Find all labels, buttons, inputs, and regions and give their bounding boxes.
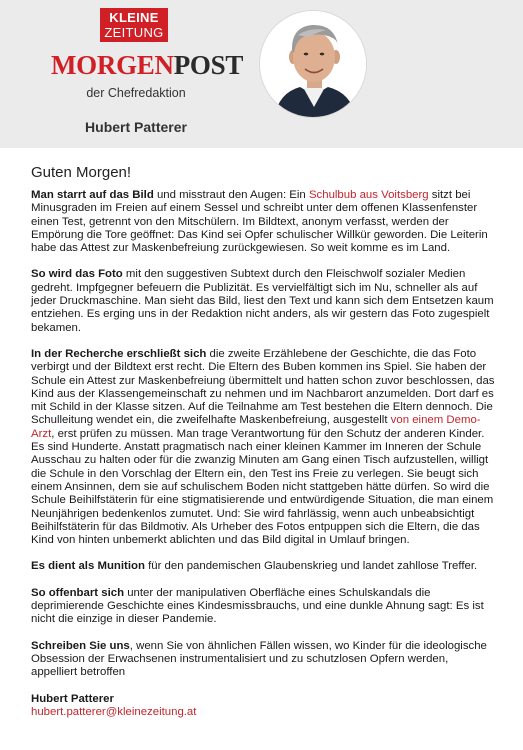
newsletter-title xyxy=(51,50,244,80)
newsletter-subtitle: der Chefredaktion xyxy=(86,86,186,100)
header-author-name: Hubert Patterer xyxy=(85,119,187,135)
paragraph-6-text: , wenn Sie von ähnlichen Fällen wissen, wo Kinder für die ideologische Obsession der Erwachsenen instrumentalisiert und zu schutzlosen Opfern werden, appelliert betroffen xyxy=(31,639,487,679)
article-body xyxy=(31,164,496,719)
signature-name: Hubert Patterer xyxy=(31,692,114,705)
schulbub-link[interactable]: Schulbub aus Voitsberg xyxy=(308,189,429,201)
demo-arzt-link[interactable]: von einem Demo-Arzt xyxy=(31,414,481,440)
paragraph-1 xyxy=(31,189,496,255)
paragraph-1-text-b: sitzt bei Minusgraden im Freien auf einem Sessel und schreibt unter dem offenen Klassenfenster einen Test, getrennt von den Mitschülern. Im Bildtext, anonym verfasst, werden der Empörung die Tore geöffnet: Das Kind sei Opfer schulischer Willkür geworden. Die Leiterin habe das Attest zur Maskenbefreiung zurückgewiesen. So weit komme es im Land. xyxy=(31,189,488,255)
paragraph-1-text-a: und misstraut den Augen: Ein xyxy=(153,189,309,201)
portrait-image xyxy=(260,11,367,118)
logo-line2: ZEITUNG xyxy=(104,25,164,40)
title-part-post: POST xyxy=(173,50,244,80)
paragraph-5 xyxy=(31,587,496,627)
signature-email-link[interactable]: hubert.patterer@kleinezeitung.at xyxy=(31,705,197,718)
paragraph-3 xyxy=(31,348,496,547)
signature xyxy=(31,693,496,720)
paragraph-2-lead: So wird das Foto xyxy=(31,268,123,281)
paragraph-4-text: für den pandemischen Glaubenskrieg und landet zahllose Treffer. xyxy=(144,560,478,573)
paragraph-1-lead: Man starrt auf das Bild xyxy=(31,189,154,201)
paragraph-2 xyxy=(31,268,496,334)
paragraph-3-lead: In der Recherche erschließt sich xyxy=(31,347,207,360)
paragraph-3-text-b: , erst prüfen zu müssen. Man trage Verantwortung für den Schutz der anderen Kinder. Es sind Hunderte. Anstatt pragmatisch nach einer kleinen Kammer im Inneren der Schule Ausschau zu halten oder für die zwanzig Minuten am Gang einen Tisch aufzustellen, willigt die Schule in den Vorschlag der Eltern ein, den Test ins Freie zu verlegen. Sie beugt sich einem Ansinnen, dem sie auf schulischem Boden nicht stattgeben hätte dürfen. So wird die Schule Beihilfstäterin für eine stigmatisierende und entwürdigende Situation, die man einem Neunjährigen bedenkenlos zumutet. Und: Sie wird fahrlässig, wenn auch unbeabsichtigt Beihilfstäterin für das Bildmotiv. Als Urheber des Fotos entpuppen sich die Eltern, die das Kind von hinten unbemerkt ablichten und das Bild digital in Umlauf bringen. xyxy=(31,427,494,547)
logo-line1: KLEINE xyxy=(109,10,159,25)
kleine-zeitung-logo[interactable] xyxy=(100,8,168,42)
paragraph-4 xyxy=(31,560,496,573)
paragraph-4-lead: Es dient als Munition xyxy=(31,560,145,573)
paragraph-2-text: mit den suggestiven Subtext durch den Fleischwolf sozialer Medien gedreht. Impfgegner befeuern die Publizität. Es vervielfältigt sich im Nu, schneller als auf jeder Druckmaschine. Man sieht das Bild, liest den Text und kann sich dem Entsetzen kaum entziehen. Es erging uns in der Redaktion nicht anders, als wir gestern das Foto zugespielt bekamen. xyxy=(31,268,494,334)
title-part-morgen: MORGEN xyxy=(51,50,174,80)
author-portrait xyxy=(259,10,367,118)
paragraph-6 xyxy=(31,640,496,680)
paragraph-5-text: unter der manipulativen Oberfläche eines Schulskandals die deprimierende Geschichte eines Kindesmissbrauchs, und eine dunkle Ahnung sagt: Es ist nicht die einzige in dieser Pandemie. xyxy=(31,586,484,626)
newsletter-header xyxy=(0,0,523,148)
greeting: Guten Morgen! xyxy=(31,164,132,181)
paragraph-3-text-a: die zweite Erzählebene der Geschichte, die das Foto verbirgt und der Bildtext erst recht. Die Eltern des Buben kommen ins Spiel. Sie haben der Schule ein Attest zur Maskenbefreiung übermittelt und hatten schon zuvor beschlossen, das Kind aus der Klassengemeinschaft zu nehmen und im Nachbarort anzumelden. Dort darf es mit Schild in der Klasse sitzen. Auf die Teilnahme am Test bestehen die Eltern dennoch. Die Schulleitung wendet ein, die zweifelhafte Maskenbefreiung, ausgestellt xyxy=(31,347,495,427)
paragraph-5-lead: So offenbart sich xyxy=(31,586,125,599)
paragraph-6-lead: Schreiben Sie uns xyxy=(31,639,130,652)
